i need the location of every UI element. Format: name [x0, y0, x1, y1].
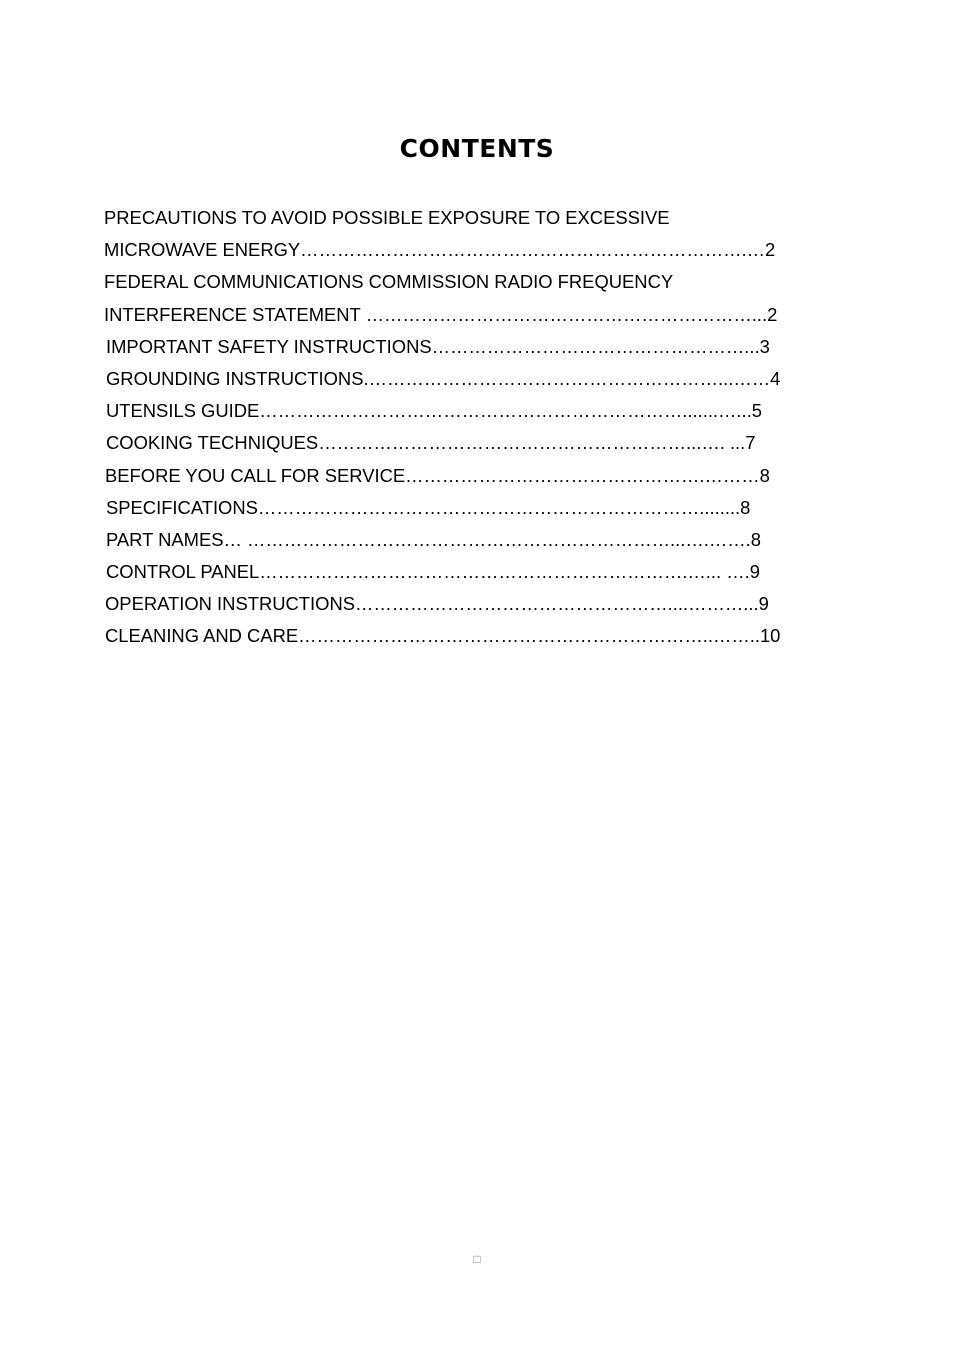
- toc-line: COOKING TECHNIQUES……………………………………………………...…. ...7: [106, 432, 756, 454]
- toc-line: PART NAMES… ……………………………………………………………...….…….8: [106, 528, 761, 550]
- toc-line: IMPORTANT SAFETY INSTRUCTIONS……………………………………………...3: [106, 335, 770, 357]
- toc-line: GROUNDING INSTRUCTIONS.…………………………………………………...……4: [106, 367, 781, 389]
- toc-line: SPECIFICATIONS………………………………………………………………........8: [106, 496, 751, 518]
- toc-line: FEDERAL COMMUNICATIONS COMMISSION RADIO FREQUENCY: [104, 271, 674, 293]
- toc-line: CLEANING AND CARE…………………………………………………………..……..10: [105, 625, 781, 647]
- toc-line: MICROWAVE ENERGY……………………………………………………………….…2: [104, 239, 776, 261]
- toc-line: PRECAUTIONS TO AVOID POSSIBLE EXPOSURE TO EXCESSIVE: [104, 207, 670, 228]
- table-of-contents: [104, 202, 820, 653]
- page-title: CONTENTS: [399, 134, 555, 163]
- toc-line: INTERFERENCE STATEMENT ………………………………………………………...2: [104, 303, 778, 325]
- toc-line: BEFORE YOU CALL FOR SERVICE………………………………………….………8: [105, 464, 770, 486]
- toc-line: UTENSILS GUIDE…………………………………………………………….......…...5: [106, 400, 762, 422]
- toc-line: CONTROL PANEL…………………………………………………………….…... ….9: [106, 561, 760, 583]
- toc-line: OPERATION INSTRUCTIONS……………………………………………....………...9: [105, 593, 769, 615]
- footer-glyph: □: [473, 1252, 481, 1266]
